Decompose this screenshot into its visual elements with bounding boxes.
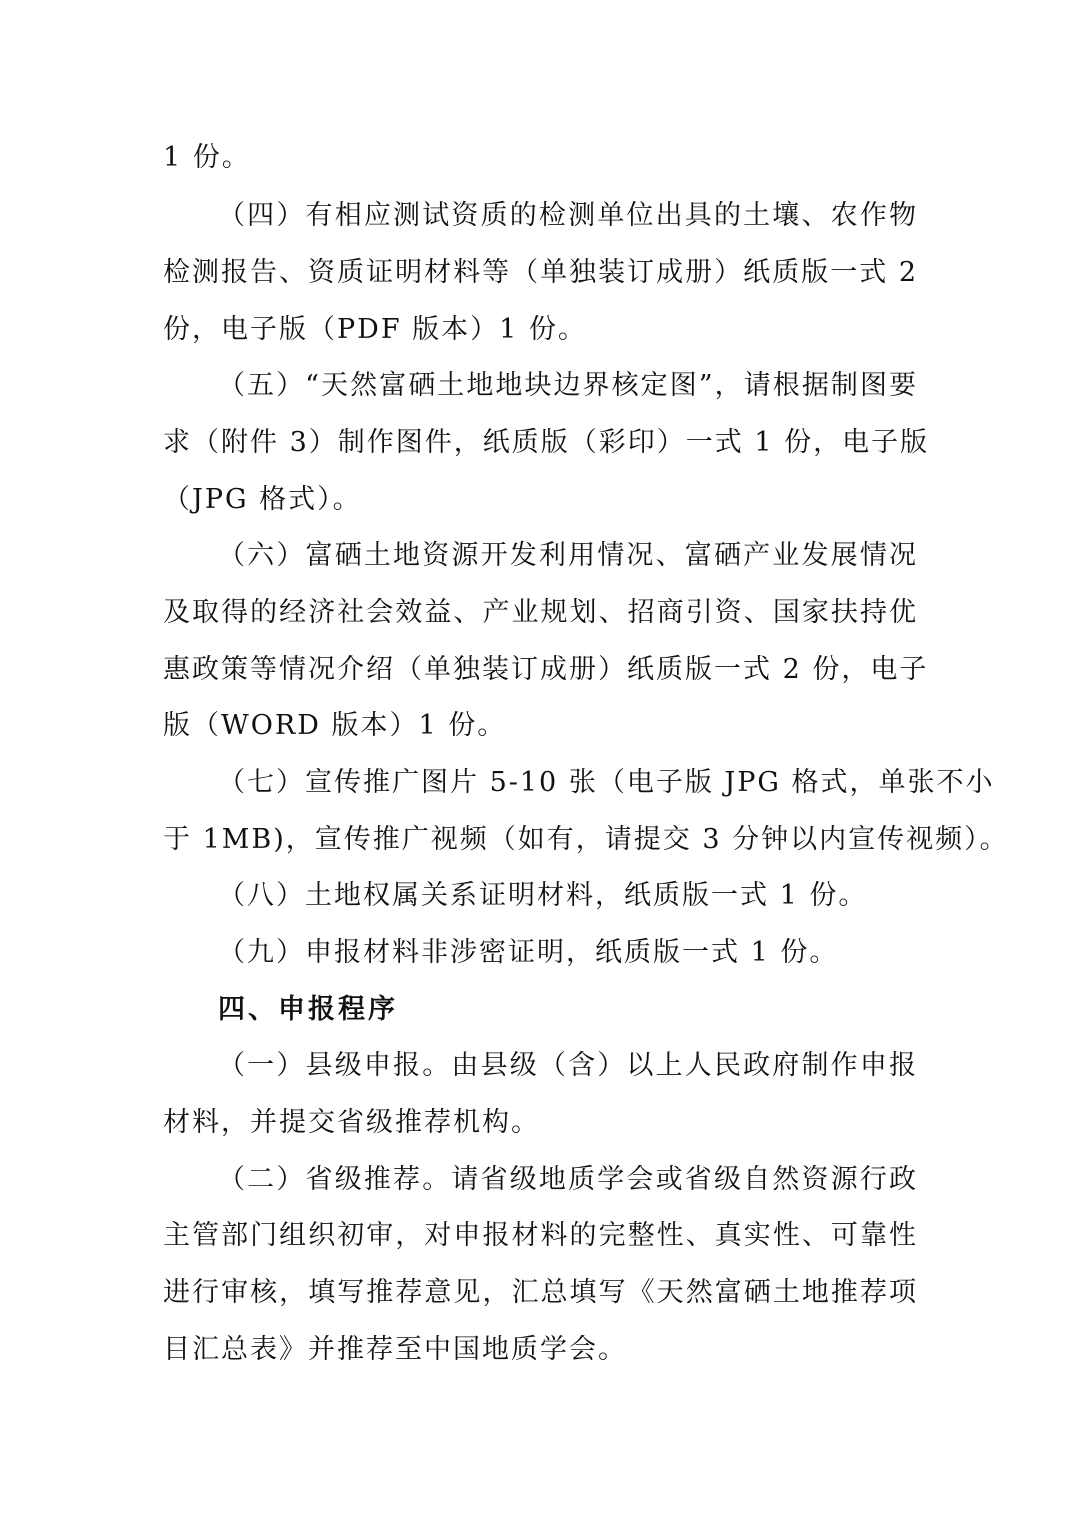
- text-line: 进行审核，填写推荐意见，汇总填写《天然富硒土地推荐项: [163, 1277, 918, 1308]
- text-line: 及取得的经济社会效益、产业规划、招商引资、国家扶持优: [163, 597, 918, 628]
- text-line: （五）“天然富硒土地地块边界核定图”，请根据制图要: [218, 370, 918, 401]
- text-line: （二）省级推荐。请省级地质学会或省级自然资源行政: [218, 1164, 918, 1195]
- text-line: （四）有相应测试资质的检测单位出具的土壤、农作物: [218, 200, 918, 231]
- text-line: 惠政策等情况介绍（单独装订成册）纸质版一式 2 份，电子: [163, 654, 929, 685]
- text-line: 检测报告、资质证明材料等（单独装订成册）纸质版一式 2: [163, 257, 918, 288]
- text-line: 目汇总表》并推荐至中国地质学会。: [163, 1334, 627, 1365]
- text-line: 1 份。: [163, 142, 251, 173]
- text-line: （JPG 格式）。: [163, 484, 362, 515]
- text-line: 份，电子版（PDF 版本）1 份。: [163, 314, 587, 345]
- section-heading: 四、申报程序: [218, 994, 398, 1025]
- text-line: 于 1MB)，宣传推广视频（如有，请提交 3 分钟以内宣传视频）。: [163, 824, 1009, 855]
- text-line: （六）富硒土地资源开发利用情况、富硒产业发展情况: [218, 540, 918, 571]
- text-line: （一）县级申报。由县级（含）以上人民政府制作申报: [218, 1050, 918, 1081]
- text-line: 求（附件 3）制作图件，纸质版（彩印）一式 1 份，电子版: [163, 427, 930, 458]
- text-line: 主管部门组织初审，对申报材料的完整性、真实性、可靠性: [163, 1220, 918, 1251]
- text-line: （九）申报材料非涉密证明，纸质版一式 1 份。: [218, 937, 839, 968]
- text-line: 版（WORD 版本）1 份。: [163, 710, 507, 741]
- text-line: （八）土地权属关系证明材料，纸质版一式 1 份。: [218, 880, 868, 911]
- text-line: （七）宣传推广图片 5-10 张（电子版 JPG 格式，单张不小: [218, 767, 995, 798]
- text-line: 材料，并提交省级推荐机构。: [163, 1107, 540, 1138]
